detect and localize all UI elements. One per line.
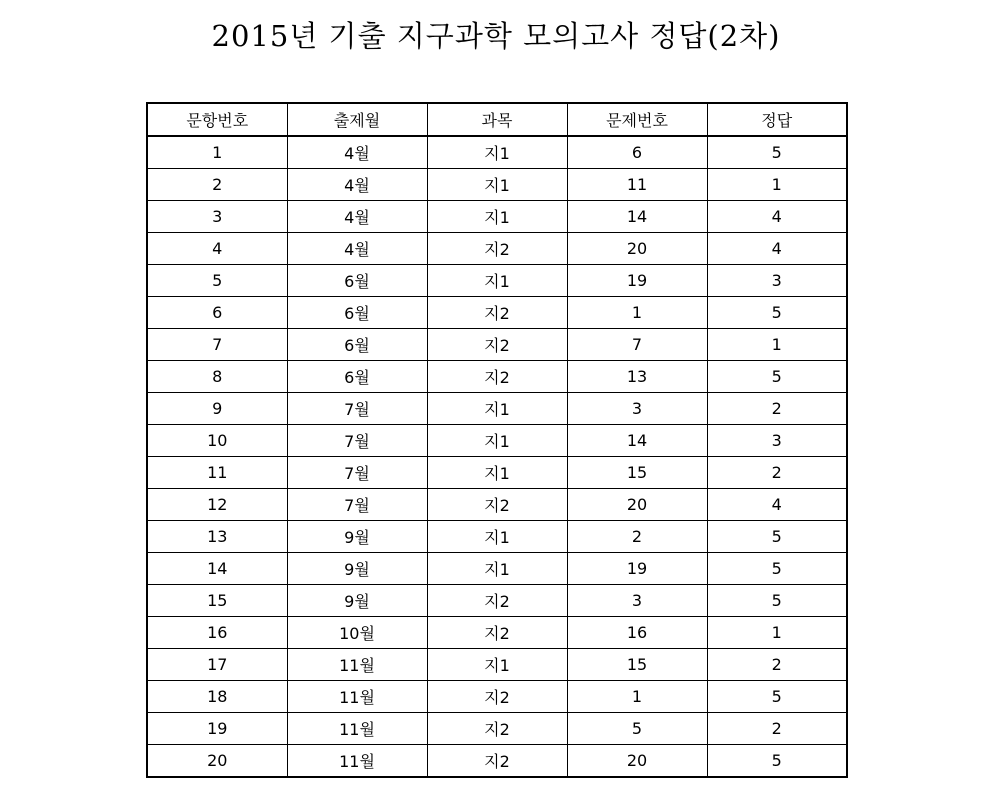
- table-row: [147, 265, 847, 297]
- cell-exam-month: 10월: [287, 617, 427, 649]
- cell-exam-month: 6월: [287, 329, 427, 361]
- cell-subject: 지2: [427, 297, 567, 329]
- cell-problem-number: 20: [567, 745, 707, 778]
- cell-question-number: 10: [147, 425, 287, 457]
- table-row: [147, 585, 847, 617]
- cell-exam-month: 7월: [287, 489, 427, 521]
- cell-answer: 5: [707, 297, 847, 329]
- cell-question-number: 4: [147, 233, 287, 265]
- cell-answer: 3: [707, 265, 847, 297]
- cell-question-number: 17: [147, 649, 287, 681]
- cell-answer: 5: [707, 585, 847, 617]
- cell-subject: 지2: [427, 489, 567, 521]
- cell-answer: 2: [707, 649, 847, 681]
- page-title: 2015년 기출 지구과학 모의고사 정답(2차): [211, 19, 781, 53]
- cell-answer: 4: [707, 233, 847, 265]
- table-row: [147, 617, 847, 649]
- cell-problem-number: 7: [567, 329, 707, 361]
- cell-answer: 1: [707, 617, 847, 649]
- header-answer: 정답: [707, 103, 847, 136]
- table-row: [147, 649, 847, 681]
- cell-subject: 지2: [427, 329, 567, 361]
- cell-subject: 지1: [427, 425, 567, 457]
- cell-question-number: 9: [147, 393, 287, 425]
- table-row: [147, 457, 847, 489]
- cell-problem-number: 3: [567, 393, 707, 425]
- table-row: [147, 713, 847, 745]
- cell-exam-month: 6월: [287, 361, 427, 393]
- cell-question-number: 18: [147, 681, 287, 713]
- cell-problem-number: 2: [567, 521, 707, 553]
- cell-subject: 지2: [427, 745, 567, 778]
- cell-answer: 3: [707, 425, 847, 457]
- cell-exam-month: 11월: [287, 713, 427, 745]
- table-row: [147, 393, 847, 425]
- cell-question-number: 1: [147, 136, 287, 169]
- cell-problem-number: 11: [567, 169, 707, 201]
- cell-problem-number: 3: [567, 585, 707, 617]
- answer-table-header: [147, 103, 847, 136]
- table-row: [147, 745, 847, 778]
- cell-subject: 지1: [427, 553, 567, 585]
- table-row: [147, 425, 847, 457]
- cell-answer: 5: [707, 681, 847, 713]
- cell-question-number: 6: [147, 297, 287, 329]
- cell-exam-month: 9월: [287, 553, 427, 585]
- cell-subject: 지1: [427, 201, 567, 233]
- cell-exam-month: 11월: [287, 649, 427, 681]
- cell-problem-number: 19: [567, 553, 707, 585]
- table-row: [147, 553, 847, 585]
- cell-exam-month: 7월: [287, 393, 427, 425]
- cell-question-number: 8: [147, 361, 287, 393]
- cell-exam-month: 4월: [287, 233, 427, 265]
- cell-problem-number: 1: [567, 681, 707, 713]
- cell-answer: 4: [707, 489, 847, 521]
- cell-answer: 5: [707, 136, 847, 169]
- header-exam-month: 출제월: [287, 103, 427, 136]
- cell-question-number: 20: [147, 745, 287, 778]
- cell-exam-month: 7월: [287, 457, 427, 489]
- header-problem-number: 문제번호: [567, 103, 707, 136]
- cell-question-number: 3: [147, 201, 287, 233]
- cell-question-number: 12: [147, 489, 287, 521]
- cell-question-number: 2: [147, 169, 287, 201]
- cell-problem-number: 13: [567, 361, 707, 393]
- cell-question-number: 11: [147, 457, 287, 489]
- cell-question-number: 13: [147, 521, 287, 553]
- cell-problem-number: 14: [567, 425, 707, 457]
- table-row: [147, 201, 847, 233]
- cell-exam-month: 4월: [287, 201, 427, 233]
- header-question-number: 문항번호: [147, 103, 287, 136]
- cell-answer: 5: [707, 521, 847, 553]
- table-row: [147, 361, 847, 393]
- cell-problem-number: 6: [567, 136, 707, 169]
- cell-question-number: 15: [147, 585, 287, 617]
- cell-exam-month: 4월: [287, 169, 427, 201]
- cell-subject: 지2: [427, 681, 567, 713]
- header-row: [147, 103, 847, 136]
- cell-answer: 2: [707, 713, 847, 745]
- cell-question-number: 16: [147, 617, 287, 649]
- cell-problem-number: 20: [567, 489, 707, 521]
- cell-answer: 5: [707, 361, 847, 393]
- cell-question-number: 19: [147, 713, 287, 745]
- cell-answer: 2: [707, 393, 847, 425]
- cell-exam-month: 7월: [287, 425, 427, 457]
- table-row: [147, 136, 847, 169]
- cell-problem-number: 5: [567, 713, 707, 745]
- cell-answer: 5: [707, 745, 847, 778]
- cell-exam-month: 9월: [287, 585, 427, 617]
- cell-exam-month: 11월: [287, 681, 427, 713]
- cell-subject: 지1: [427, 136, 567, 169]
- answer-table: [146, 102, 848, 778]
- cell-subject: 지1: [427, 265, 567, 297]
- cell-question-number: 5: [147, 265, 287, 297]
- cell-exam-month: 6월: [287, 265, 427, 297]
- cell-problem-number: 15: [567, 649, 707, 681]
- table-row: [147, 489, 847, 521]
- header-subject: 과목: [427, 103, 567, 136]
- cell-answer: 1: [707, 329, 847, 361]
- cell-problem-number: 20: [567, 233, 707, 265]
- cell-subject: 지1: [427, 649, 567, 681]
- cell-problem-number: 1: [567, 297, 707, 329]
- cell-problem-number: 16: [567, 617, 707, 649]
- table-row: [147, 521, 847, 553]
- cell-subject: 지1: [427, 457, 567, 489]
- cell-subject: 지2: [427, 233, 567, 265]
- table-row: [147, 169, 847, 201]
- cell-answer: 1: [707, 169, 847, 201]
- cell-question-number: 14: [147, 553, 287, 585]
- cell-problem-number: 14: [567, 201, 707, 233]
- table-row: [147, 681, 847, 713]
- cell-answer: 4: [707, 201, 847, 233]
- cell-subject: 지1: [427, 393, 567, 425]
- cell-subject: 지2: [427, 585, 567, 617]
- cell-problem-number: 15: [567, 457, 707, 489]
- cell-problem-number: 19: [567, 265, 707, 297]
- table-row: [147, 329, 847, 361]
- cell-exam-month: 11월: [287, 745, 427, 778]
- cell-subject: 지1: [427, 169, 567, 201]
- cell-subject: 지1: [427, 521, 567, 553]
- cell-answer: 2: [707, 457, 847, 489]
- table-row: [147, 297, 847, 329]
- cell-question-number: 7: [147, 329, 287, 361]
- cell-subject: 지2: [427, 617, 567, 649]
- cell-subject: 지2: [427, 713, 567, 745]
- cell-exam-month: 4월: [287, 136, 427, 169]
- cell-exam-month: 9월: [287, 521, 427, 553]
- cell-exam-month: 6월: [287, 297, 427, 329]
- cell-subject: 지2: [427, 361, 567, 393]
- table-row: [147, 233, 847, 265]
- cell-answer: 5: [707, 553, 847, 585]
- answer-table-body: [147, 136, 847, 777]
